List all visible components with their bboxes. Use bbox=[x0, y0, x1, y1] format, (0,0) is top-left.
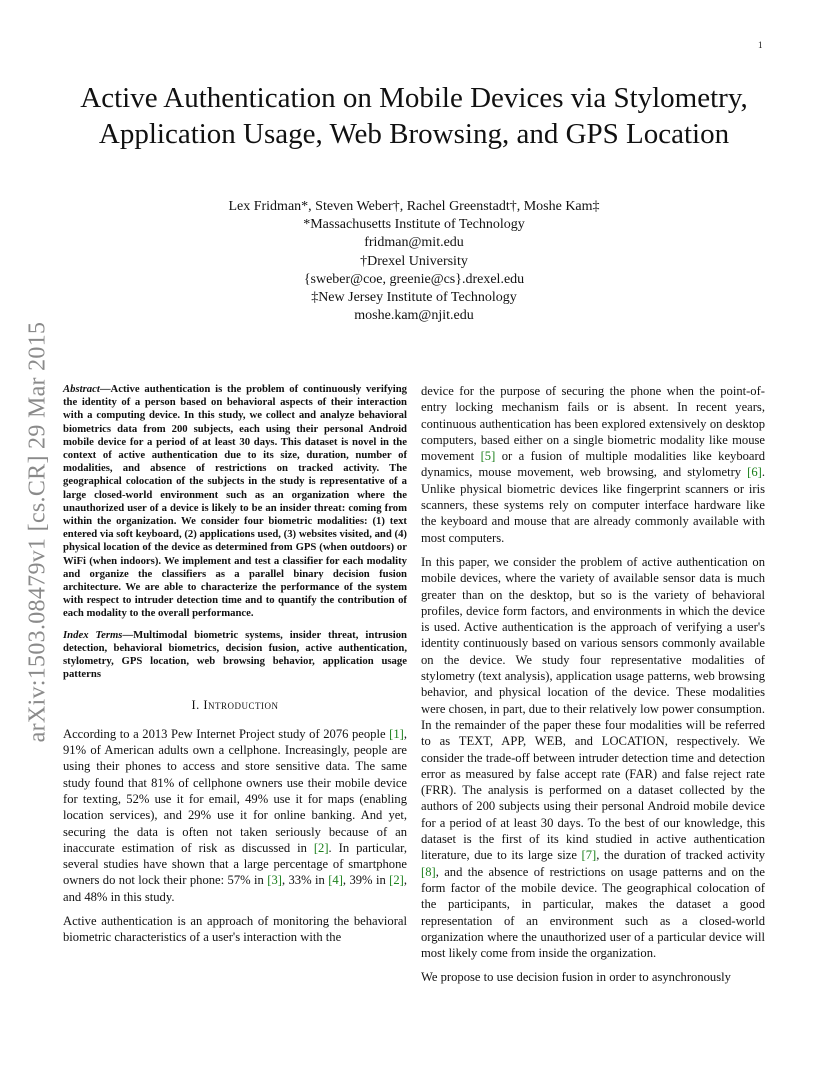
right-paragraph-1 bbox=[421, 383, 765, 546]
intro-paragraph-1 bbox=[63, 726, 407, 905]
intro-paragraph-2: Active authentication is an approach of monitoring the behavioral biometric characteristics of a user's interaction with the bbox=[63, 914, 407, 945]
right-paragraph-3: We propose to use decision fusion in order to asynchronously bbox=[421, 970, 731, 985]
text-run: , 39% in bbox=[342, 873, 390, 888]
citation-link[interactable]: [6] bbox=[747, 465, 762, 480]
text-run: , and 48% in this study. bbox=[63, 873, 407, 904]
page-number: 1 bbox=[758, 40, 763, 50]
email-njit: moshe.kam@njit.edu bbox=[354, 308, 474, 324]
text-run: According to a 2013 Pew Internet Project study of 2076 people bbox=[63, 726, 390, 741]
text-run: , 33% in bbox=[281, 873, 329, 888]
abstract bbox=[63, 383, 407, 621]
author-names: Lex Fridman*, Steven Weber†, Rachel Greenstadt†, Moshe Kam‡ bbox=[228, 199, 600, 214]
affiliation-njit: ‡New Jersey Institute of Technology bbox=[311, 290, 517, 306]
citation-link[interactable]: [2] bbox=[389, 873, 404, 888]
author-block bbox=[114, 198, 714, 325]
text-run: , 91% of American adults own a cellphone. Increasingly, people are using their phones to access and store sensitive data. The same study found that 81% of cellphone owners use their mobile device for texting, 52% use it for email, 49% use it for maps (enabling location services), and 29% use it for online banking. And yet, securing the data is often not taken seriously because of an inaccurate estimation of risk as discussed in bbox=[63, 726, 407, 855]
affiliation-mit: *Massachusetts Institute of Technology bbox=[303, 217, 525, 233]
left-column bbox=[63, 383, 407, 954]
citation-link[interactable]: [2] bbox=[313, 840, 329, 855]
abstract-text: —Active authentication is the problem of continuously verifying the identity of a person based on behavioral aspects of their interaction with a computing device. In this study, we collect and analyze behavioral biometrics data from 200 subjects, each using their personal Android mobile device for a period of at least 30 days. This dataset is novel in the context of active authentication due to its size, duration, number of modalities, and absence of restrictions on tracked activity. The geographical colocation of the subjects in the study is representative of a large closed-world environment such as an organization where the unauthorized user of a device is likely to be an insider threat: coming from within the organization. We consider four biometric modalities: (1) text entered via soft keyboard, (2) applications used, (3) websites visited, and (4) physical location of the device as determined from GPS (when outdoors) or WiFi (when indoors). We implement and test a classifier for each modality and organize the classifiers as a parallel binary decision fusion architecture. We are able to characterize the performance of the system with respect to intruder detection time and to quantify the contribution of each modality to the overall performance. bbox=[63, 383, 407, 620]
text-run: , and the absence of restrictions on usage patterns and on the form factor of the mobile device. The geographical colocation of the participants, in particular, makes the dataset a good representation of an environment such as a closed-world organization where the unauthorized user of a particular device will most likely come from inside the organization. bbox=[421, 864, 765, 961]
text-run: , the duration of tracked activity bbox=[596, 848, 766, 863]
section-heading-introduction: I. Introduction bbox=[191, 698, 279, 713]
text-run: device for the purpose of securing the phone when the point-of-entry locking mechanism fails or is absent. In recent years, continuous authentication has been explored extensively on desktop computers, based either on a single biometric modality like mouse movement bbox=[421, 384, 765, 464]
index-terms bbox=[63, 629, 407, 682]
citation-link[interactable]: [3] bbox=[267, 873, 282, 888]
citation-link[interactable]: [7] bbox=[581, 848, 597, 863]
email-mit: fridman@mit.edu bbox=[364, 235, 464, 251]
email-drexel: {sweber@coe, greenie@cs}.drexel.edu bbox=[303, 271, 525, 287]
abstract-lead: Abstract bbox=[63, 383, 100, 395]
paper-title: Active Authentication on Mobile Devices via Stylometry, Application Usage, Web Browsing, and GPS Location bbox=[80, 82, 748, 150]
index-terms-text: —Multimodal biometric systems, insider threat, intrusion detection, behavioral biometrics, decision fusion, active authentication, stylometry, GPS location, web browsing behavior, application usage patterns bbox=[63, 628, 407, 681]
right-paragraph-2 bbox=[421, 554, 765, 961]
citation-link[interactable]: [1] bbox=[389, 726, 404, 741]
index-terms-lead: Index Terms bbox=[63, 628, 123, 641]
text-run: In this paper, we consider the problem of active authentication on mobile devices, where the variety of available sensor data is much greater than on the desktop, but so is the variety of behavioral profiles, device form factors, and environments in which the device is used. Active authentication is the approach of verifying a user's identity continuously based on various sensors commonly available on the device. We study four representative modalities of stylometry (text analysis), application usage patterns, web browsing behavior, and physical location of the device. These modalities were chosen, in part, due to their relatively low power consumption. In the remainder of the paper these four modalities will be referred to as TEXT, APP, WEB, and LOCATION, respectively. We consider the trade-off between intruder detection time and detection error as measured by false accept rate (FAR) and false reject rate (FRR). The analysis is performed on a dataset collected by the authors of 200 subjects using their personal Android mobile device for a period of at least 30 days. To the best of our knowledge, this dataset is the first of its kind studied in active authentication literature, due to its large size bbox=[421, 554, 765, 863]
text-run: . Unlike physical biometric devices like fingerprint scanners or iris scanners, these systems rely on computer interface hardware like the keyboard and mouse that are already commonly available with most computers. bbox=[421, 465, 765, 545]
right-column bbox=[421, 383, 765, 994]
text-run: . In particular, several studies have shown that a large percentage of smartphone owners do not lock their phone: 57% in bbox=[63, 840, 407, 888]
citation-link[interactable]: [8] bbox=[421, 864, 436, 879]
affiliation-drexel: †Drexel University bbox=[360, 253, 468, 269]
arxiv-stamp: arXiv:1503.08479v1 [cs.CR] 29 Mar 2015 bbox=[24, 321, 51, 743]
citation-link[interactable]: [5] bbox=[480, 449, 496, 464]
text-run: or a fusion of multiple modalities like keyboard dynamics, mouse movement, web browsing, and stylometry bbox=[421, 449, 766, 480]
citation-link[interactable]: [4] bbox=[328, 873, 343, 888]
